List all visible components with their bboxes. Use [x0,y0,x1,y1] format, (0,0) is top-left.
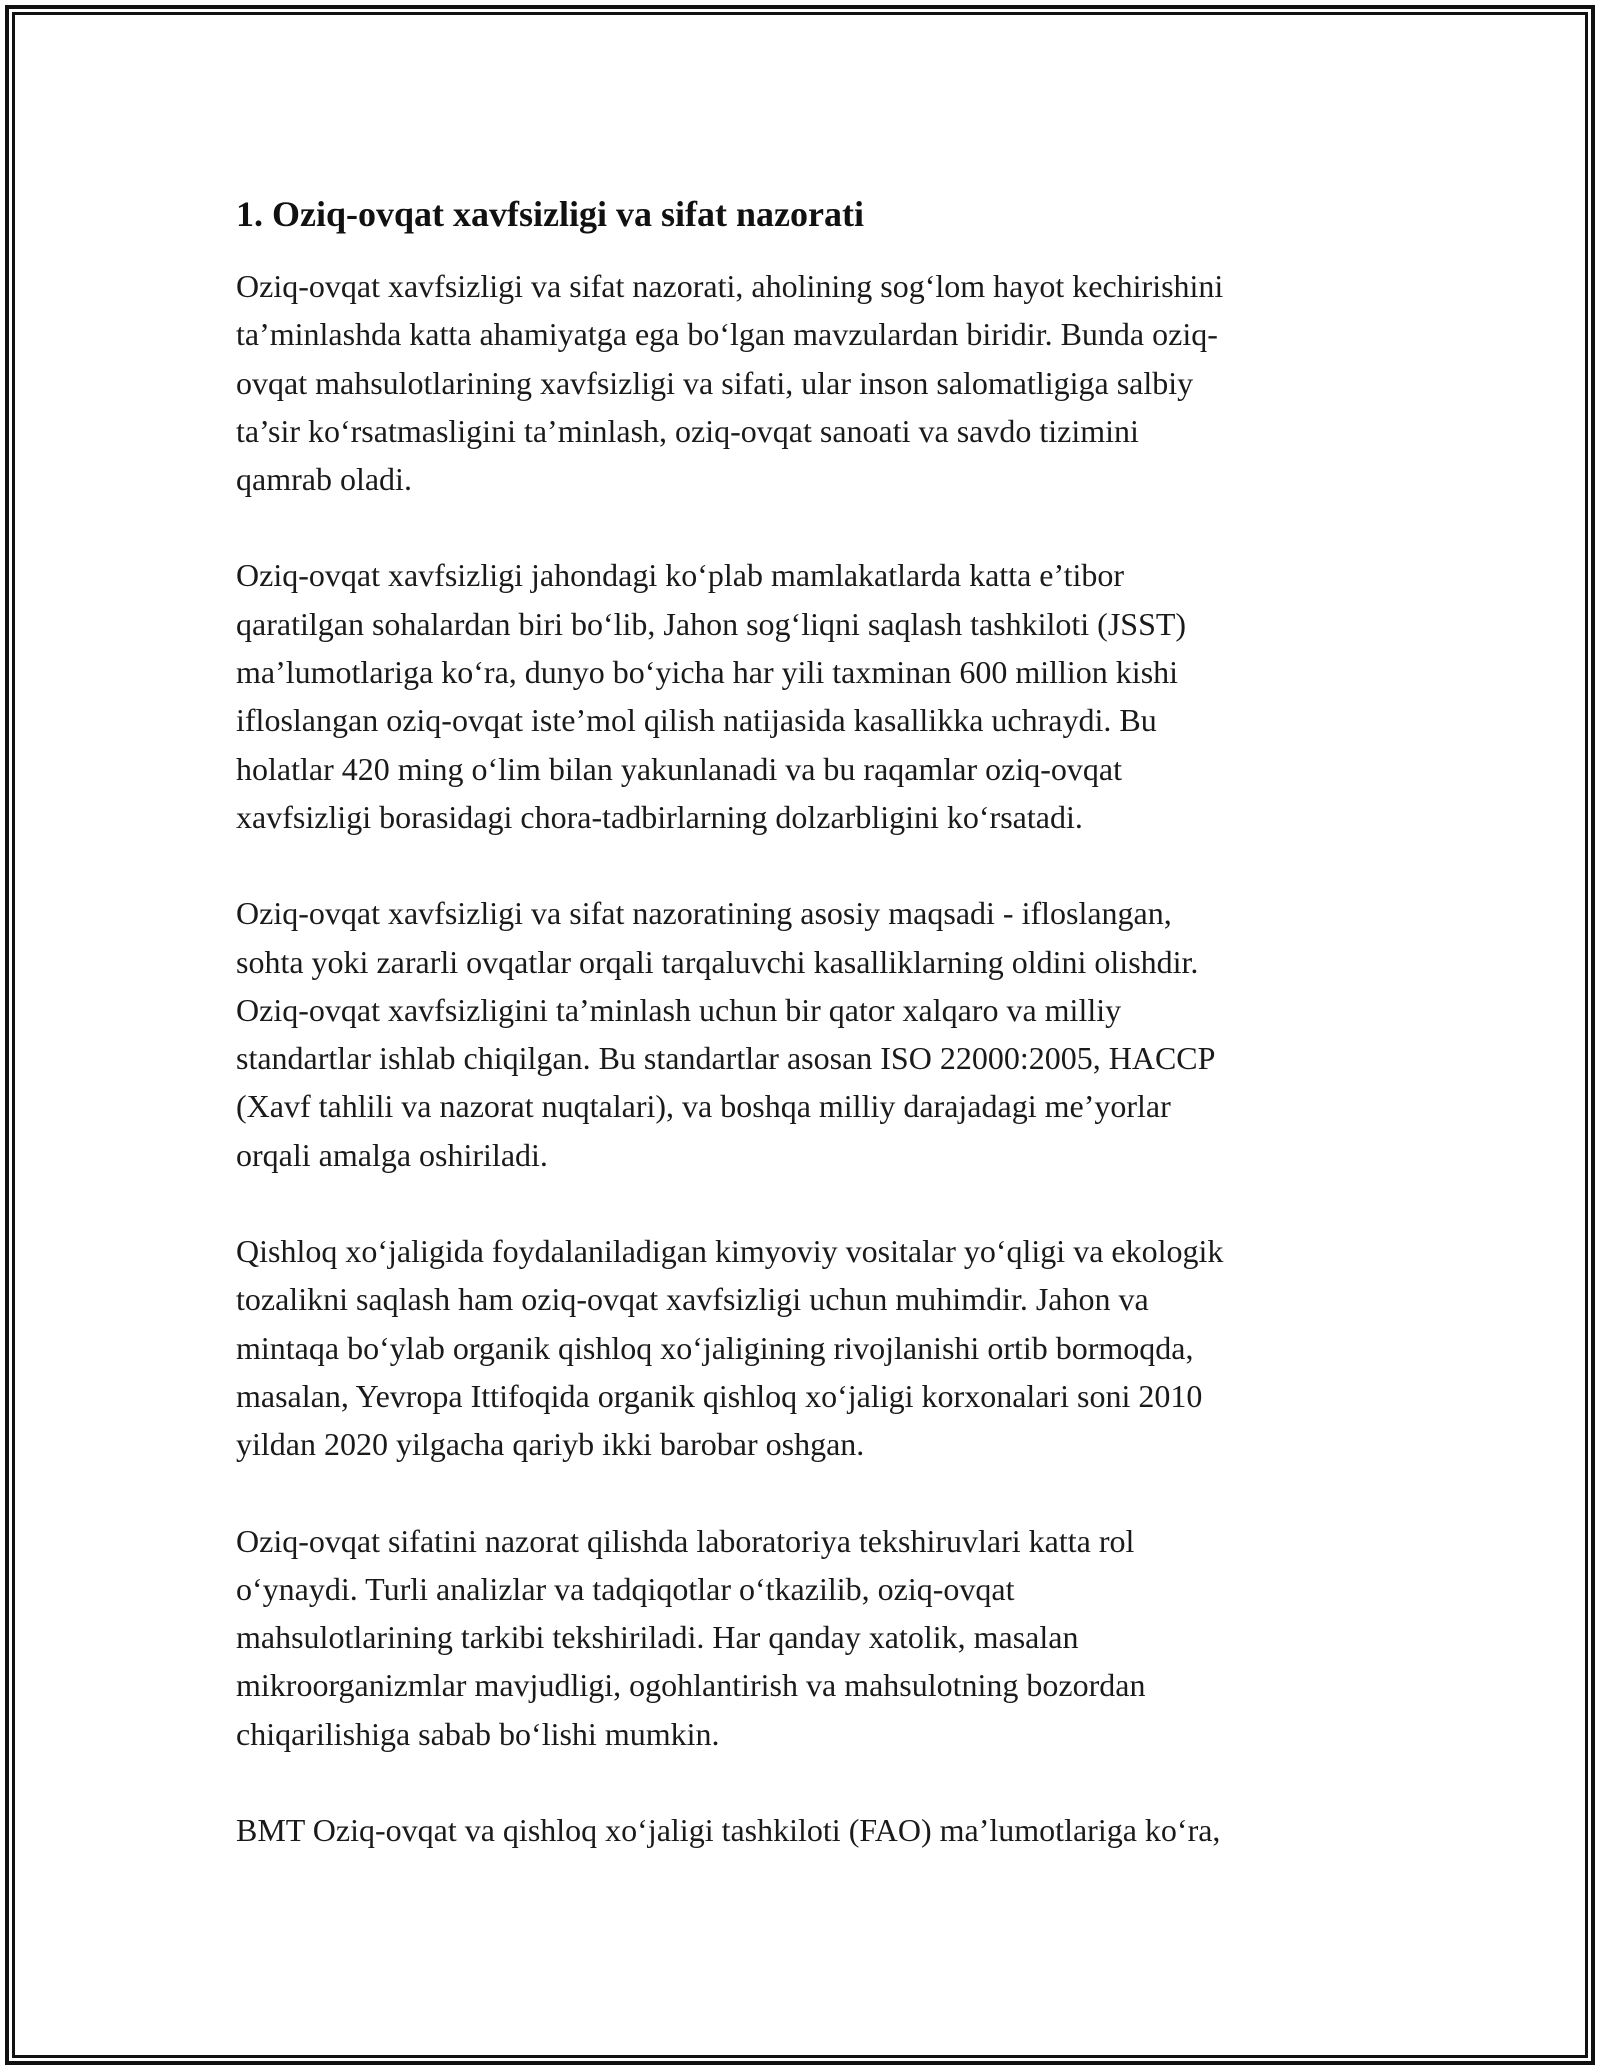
paragraph-line: (Xavf tahlili va nazorat nuqtalari), va boshqa milliy darajadagi me’yorlar [236,1088,1171,1125]
paragraph-line: Oziq-ovqat xavfsizligini ta’minlash uchun bir qator xalqaro va milliy [236,991,1122,1028]
paragraph [236,551,1376,841]
paragraph-line: chiqarilishiga sabab bo‘lishi mumkin. [236,1715,720,1752]
paragraph [236,262,1376,503]
paragraph-line: orqali amalga oshiriladi. [236,1136,548,1173]
paragraph-line: ma’lumotlariga ko‘ra, dunyo bo‘yicha har yili taxminan 600 million kishi [236,654,1179,691]
paragraph-line: qamrab oladi. [236,461,412,498]
document-body [236,186,1376,1902]
paragraph-line: ovqat mahsulotlarining xavfsizligi va sifati, ular inson salomatligiga salbiy [236,364,1194,401]
paragraph [236,1517,1376,1758]
paragraph [236,1227,1376,1468]
paragraph-line: Oziq-ovqat xavfsizligi va sifat nazorati, aholining sog‘lom hayot kechirishini [236,268,1224,304]
paragraph-line: masalan, Yevropa Ittifoqida organik qishloq xo‘jaligi korxonalari soni 2010 [236,1377,1203,1414]
paragraph-line: Oziq-ovqat xavfsizligi va sifat nazoratining asosiy maqsadi - ifloslangan, [236,895,1172,932]
paragraph-line: xavfsizligi borasidagi chora-tadbirlarning dolzarbligini ko‘rsatadi. [236,798,1083,835]
paragraph-line: mintaqa bo‘ylab organik qishloq xo‘jaligining rivojlanishi ortib bormoqda, [236,1329,1194,1366]
paragraph-line: qaratilgan sohalardan biri bo‘lib, Jahon sog‘liqni saqlash tashkiloti (JSST) [236,605,1187,642]
paragraph-line: Oziq-ovqat sifatini nazorat qilishda laboratoriya tekshiruvlari katta rol [236,1522,1135,1559]
paragraph-line: ifloslangan oziq-ovqat iste’mol qilish natijasida kasallikka uchraydi. Bu [236,702,1157,739]
paragraph-line: tozalikni saqlash ham oziq-ovqat xavfsizligi uchun muhimdir. Jahon va [236,1281,1149,1318]
paragraph-line: Qishloq xo‘jaligida foydalaniladigan kimyoviy vositalar yo‘qligi va ekologik [236,1233,1224,1270]
paragraph-line: o‘ynaydi. Turli analizlar va tadqiqotlar o‘tkazilib, oziq-ovqat [236,1570,1015,1607]
paragraph-line: ta’sir ko‘rsatmasligini ta’minlash, oziq-ovqat sanoati va savdo tizimini [236,412,1139,449]
section-heading: 1. Oziq-ovqat xavfsizligi va sifat nazorati [236,194,864,234]
paragraph-list [236,262,1376,1854]
paragraph-line: yildan 2020 yilgacha qariyb ikki barobar oshgan. [236,1426,865,1463]
paragraph-line: ta’minlashda katta ahamiyatga ega bo‘lgan mavzulardan biridir. Bunda oziq- [236,316,1218,353]
paragraph [236,1806,1376,1854]
paragraph-line: mikroorganizmlar mavjudligi, ogohlantirish va mahsulotning bozordan [236,1667,1146,1704]
paragraph-line: standartlar ishlab chiqilgan. Bu standartlar asosan ISO 22000:2005, HACCP [236,1040,1216,1077]
paragraph-line: sohta yoki zararli ovqatlar orqali tarqaluvchi kasalliklarning oldini olishdir. [236,943,1199,980]
paragraph-line: Oziq-ovqat xavfsizligi jahondagi ko‘plab mamlakatlarda katta e’tibor [236,557,1124,594]
paragraph-line: mahsulotlarining tarkibi tekshiriladi. Har qanday xatolik, masalan [236,1619,1079,1656]
paragraph-line: BMT Oziq-ovqat va qishloq xo‘jaligi tashkiloti (FAO) ma’lumotlariga ko‘ra, [236,1812,1221,1849]
paragraph [236,889,1376,1179]
paragraph-line: holatlar 420 ming o‘lim bilan yakunlanadi va bu raqamlar oziq-ovqat [236,750,1122,787]
